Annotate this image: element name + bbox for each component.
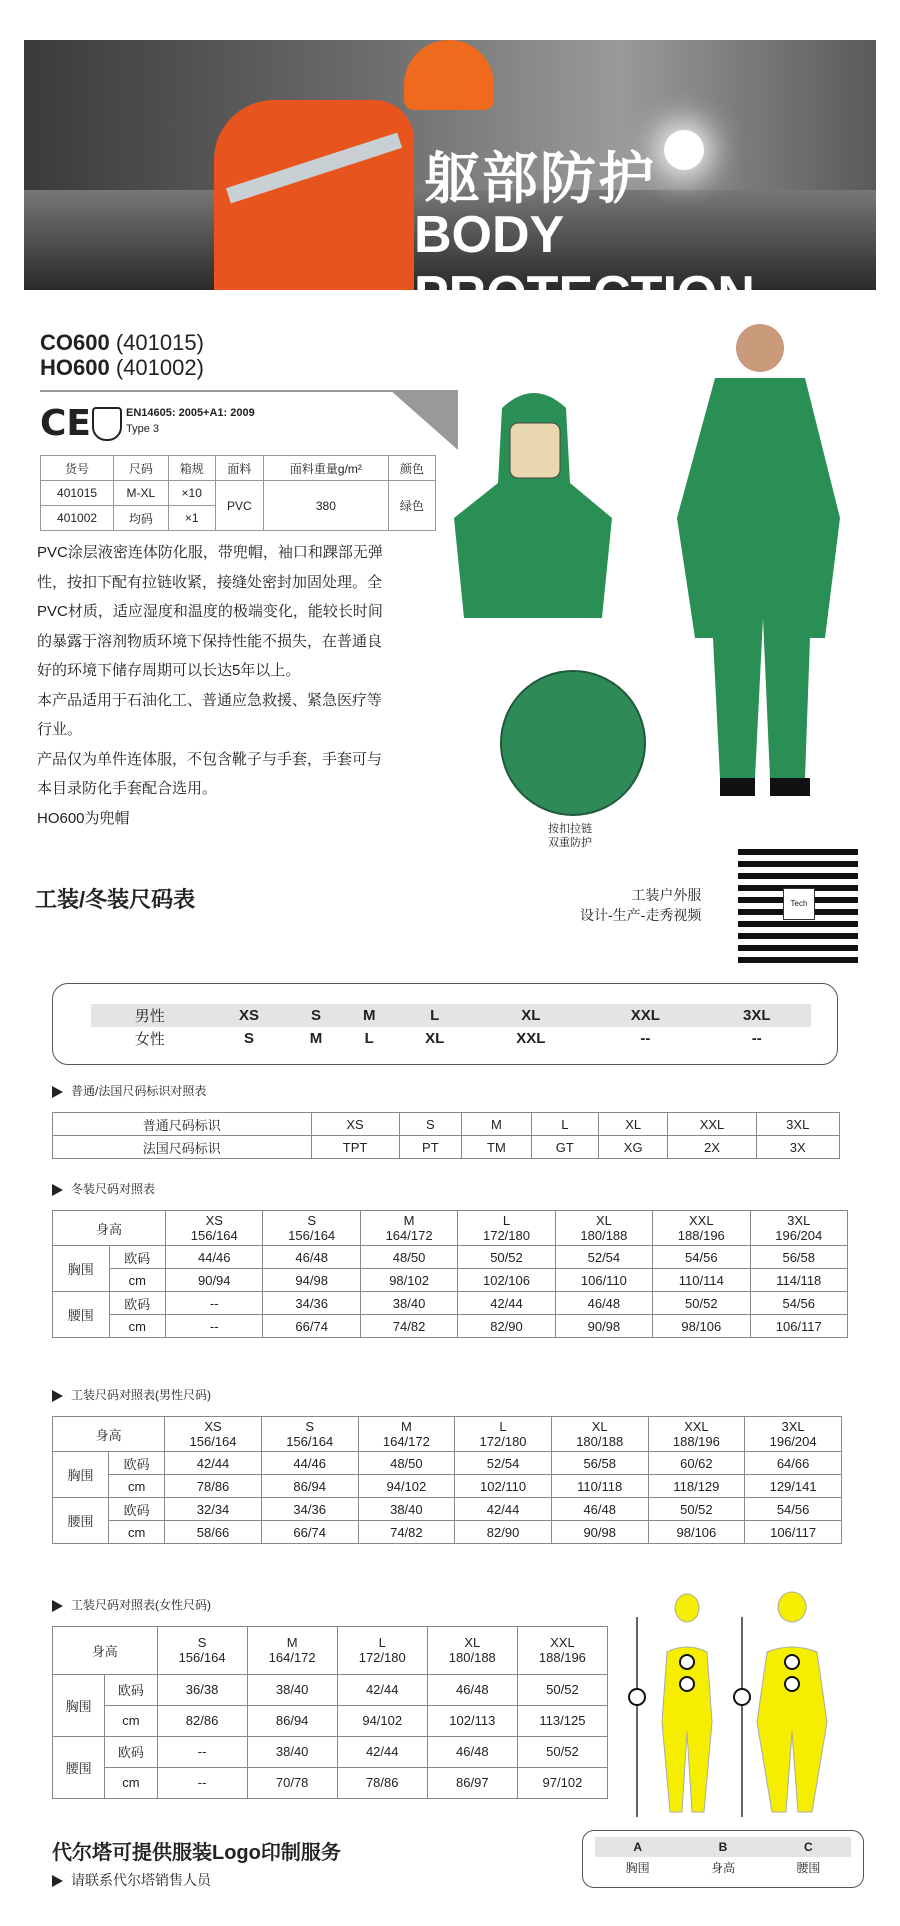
contact-note: 请联系代尔塔销售人员 bbox=[52, 1870, 211, 1890]
waist-label: 腰围 bbox=[53, 1736, 105, 1798]
table-cell: 36/38 bbox=[157, 1674, 247, 1705]
table-cell: 42/44 bbox=[455, 1498, 552, 1521]
row-label: 法国尺码标识 bbox=[53, 1136, 312, 1159]
table-cell: 64/66 bbox=[745, 1452, 842, 1475]
legend-letter: B bbox=[680, 1837, 765, 1857]
table-cell: 46/48 bbox=[427, 1736, 517, 1767]
table-cell: 46/48 bbox=[427, 1674, 517, 1705]
unit-label: 欧码 bbox=[109, 1452, 165, 1475]
legend-letter: A bbox=[595, 1837, 680, 1857]
table-cell: -- bbox=[166, 1315, 263, 1338]
type-text: Type 3 bbox=[126, 423, 160, 435]
size-cell: XXL bbox=[588, 1004, 703, 1027]
table-cell: 60/62 bbox=[648, 1452, 745, 1475]
table-cell: 86/97 bbox=[427, 1767, 517, 1798]
table-cell: 74/82 bbox=[358, 1521, 455, 1544]
table-cell: 82/86 bbox=[157, 1705, 247, 1736]
table-cell: 86/94 bbox=[261, 1475, 358, 1498]
size-cell: L bbox=[364, 1030, 374, 1047]
size-cell: L bbox=[396, 1004, 474, 1027]
size-header: L 172/180 bbox=[458, 1211, 555, 1246]
size-header: S 156/164 bbox=[261, 1417, 358, 1452]
table-cell: 86/94 bbox=[247, 1705, 337, 1736]
table-cell: 106/110 bbox=[555, 1269, 652, 1292]
winter-table-heading: 冬装尺码对照表 bbox=[52, 1180, 155, 1197]
female-label: 女性 bbox=[91, 1027, 209, 1050]
size-cell: XS bbox=[209, 1004, 290, 1027]
measurement-legend bbox=[582, 1830, 864, 1888]
table-cell: 50/52 bbox=[517, 1674, 607, 1705]
table-cell: 78/86 bbox=[337, 1767, 427, 1798]
table-cell: L bbox=[531, 1113, 598, 1136]
unit-label: 欧码 bbox=[109, 1246, 166, 1269]
ce-mark: CE bbox=[40, 403, 92, 444]
table-cell: 50/52 bbox=[517, 1736, 607, 1767]
table-cell: 82/90 bbox=[458, 1315, 555, 1338]
table-cell: 38/40 bbox=[247, 1736, 337, 1767]
table-cell: 32/34 bbox=[165, 1498, 262, 1521]
arrow-icon bbox=[52, 1600, 63, 1612]
legend-name: 胸围 bbox=[625, 1860, 650, 1875]
car-headlight bbox=[664, 130, 704, 170]
hood-image bbox=[452, 388, 616, 618]
chest-label: 胸围 bbox=[53, 1674, 105, 1736]
size-header: XXL 188/196 bbox=[653, 1211, 750, 1246]
table-cell: 54/56 bbox=[745, 1498, 842, 1521]
table-cell: 74/82 bbox=[360, 1315, 457, 1338]
size-cell: XL bbox=[425, 1030, 445, 1047]
size-cell: -- bbox=[751, 1030, 762, 1047]
spec-cell: ×1 bbox=[168, 506, 215, 531]
table-cell: 52/54 bbox=[455, 1452, 552, 1475]
unit-label: cm bbox=[109, 1521, 165, 1544]
unit-label: cm bbox=[109, 1315, 166, 1338]
arrow-icon bbox=[52, 1390, 63, 1402]
table-cell: GT bbox=[531, 1136, 598, 1159]
table-cell: -- bbox=[157, 1736, 247, 1767]
size-header: M 164/172 bbox=[247, 1627, 337, 1675]
table-cell: 2X bbox=[668, 1136, 756, 1159]
table-cell: 110/118 bbox=[551, 1475, 648, 1498]
table-cell: 38/40 bbox=[358, 1498, 455, 1521]
table-cell: 42/44 bbox=[337, 1674, 427, 1705]
model-line-1: CO600 (401015) bbox=[40, 330, 204, 355]
size-header: XL 180/188 bbox=[555, 1211, 652, 1246]
coverall-model-image bbox=[655, 318, 865, 838]
male-table-heading: 工装尺码对照表(男性尺码) bbox=[52, 1386, 211, 1403]
table-cell: 94/102 bbox=[358, 1475, 455, 1498]
table-cell: 98/106 bbox=[653, 1315, 750, 1338]
unit-label: cm bbox=[105, 1705, 157, 1736]
arrow-icon bbox=[52, 1875, 63, 1887]
table-cell: 44/46 bbox=[166, 1246, 263, 1269]
table-cell: 102/110 bbox=[455, 1475, 552, 1498]
gender-size-box bbox=[52, 983, 838, 1065]
size-header: L 172/180 bbox=[455, 1417, 552, 1452]
table-cell: 50/52 bbox=[653, 1292, 750, 1315]
spec-cell: M-XL bbox=[114, 481, 169, 506]
spec-header: 箱规 bbox=[168, 456, 215, 481]
table-cell: 34/36 bbox=[263, 1292, 360, 1315]
hero-banner bbox=[24, 40, 876, 324]
male-label: 男性 bbox=[91, 1004, 209, 1027]
size-cell: XL bbox=[474, 1004, 589, 1027]
table-cell: 90/98 bbox=[551, 1521, 648, 1544]
table-cell: 94/98 bbox=[263, 1269, 360, 1292]
logo-service-title: 代尔塔可提供服装Logo印制服务 bbox=[52, 1842, 341, 1864]
table-cell: 106/117 bbox=[750, 1315, 848, 1338]
table-cell: 66/74 bbox=[261, 1521, 358, 1544]
table-cell: XS bbox=[311, 1113, 399, 1136]
unit-label: cm bbox=[105, 1767, 157, 1798]
corner-triangle bbox=[390, 390, 458, 450]
size-cell: 3XL bbox=[703, 1004, 811, 1027]
zipper-detail-image bbox=[500, 670, 646, 816]
table-cell: 58/66 bbox=[165, 1521, 262, 1544]
table-cell: 3XL bbox=[756, 1113, 840, 1136]
table-cell: XL bbox=[598, 1113, 668, 1136]
table-cell: 52/54 bbox=[555, 1246, 652, 1269]
qr-logo: Tech bbox=[783, 888, 815, 920]
size-cell: XXL bbox=[516, 1030, 546, 1047]
waist-label: 腰围 bbox=[53, 1498, 109, 1544]
qr-caption: 工装户外服 设计-生产-走秀视频 bbox=[580, 887, 702, 923]
size-header: 3XL 196/204 bbox=[750, 1211, 848, 1246]
spec-header: 面料重量g/m² bbox=[263, 456, 388, 481]
arrow-icon bbox=[52, 1184, 63, 1196]
shield-icon bbox=[92, 407, 122, 441]
table-cell: 56/58 bbox=[750, 1246, 848, 1269]
model-line-2: HO600 (401002) bbox=[40, 355, 204, 380]
row-label: 普通尺码标识 bbox=[53, 1113, 312, 1136]
unit-label: cm bbox=[109, 1269, 166, 1292]
table-cell: 106/117 bbox=[745, 1521, 842, 1544]
table-cell: 42/44 bbox=[337, 1736, 427, 1767]
size-header: XS 156/164 bbox=[166, 1211, 263, 1246]
table-cell: 102/106 bbox=[458, 1269, 555, 1292]
size-header: S 156/164 bbox=[157, 1627, 247, 1675]
height-label: 身高 bbox=[53, 1211, 166, 1246]
spec-fabric: PVC bbox=[215, 481, 263, 531]
chest-label: 胸围 bbox=[53, 1246, 110, 1292]
table-cell: 82/90 bbox=[455, 1521, 552, 1544]
table-cell: PT bbox=[399, 1136, 462, 1159]
table-cell: 42/44 bbox=[165, 1452, 262, 1475]
spec-header: 尺码 bbox=[114, 456, 169, 481]
unit-label: cm bbox=[109, 1475, 165, 1498]
size-header: XL 180/188 bbox=[427, 1627, 517, 1675]
standard-text: EN14605: 2005+A1: 2009 bbox=[126, 407, 255, 419]
legend-letter: C bbox=[766, 1837, 851, 1857]
arrow-icon bbox=[52, 1086, 63, 1098]
table-cell: 98/106 bbox=[648, 1521, 745, 1544]
size-header: 3XL 196/204 bbox=[745, 1417, 842, 1452]
table-cell: 114/118 bbox=[750, 1269, 848, 1292]
table-cell: 56/58 bbox=[551, 1452, 648, 1475]
spec-header: 颜色 bbox=[388, 456, 435, 481]
size-header: XS 156/164 bbox=[165, 1417, 262, 1452]
table-cell: 46/48 bbox=[555, 1292, 652, 1315]
table-cell: XXL bbox=[668, 1113, 756, 1136]
chest-label: 胸围 bbox=[53, 1452, 109, 1498]
size-header: M 164/172 bbox=[358, 1417, 455, 1452]
table-cell: 94/102 bbox=[337, 1705, 427, 1736]
table-cell: 50/52 bbox=[648, 1498, 745, 1521]
table-cell: 98/102 bbox=[360, 1269, 457, 1292]
table-cell: 78/86 bbox=[165, 1475, 262, 1498]
table-cell: 129/141 bbox=[745, 1475, 842, 1498]
table-cell: 70/78 bbox=[247, 1767, 337, 1798]
size-cell: -- bbox=[640, 1030, 651, 1047]
table-cell: 118/129 bbox=[648, 1475, 745, 1498]
table-cell: S bbox=[399, 1113, 462, 1136]
table-cell: 50/52 bbox=[458, 1246, 555, 1269]
table-cell: 46/48 bbox=[263, 1246, 360, 1269]
table-cell: 34/36 bbox=[261, 1498, 358, 1521]
table-cell: 3X bbox=[756, 1136, 840, 1159]
table-cell: TPT bbox=[311, 1136, 399, 1159]
qr-code[interactable] bbox=[738, 843, 858, 963]
table-cell: XG bbox=[598, 1136, 668, 1159]
waist-label: 腰围 bbox=[53, 1292, 110, 1338]
male-size-table bbox=[52, 1416, 842, 1544]
unit-label: 欧码 bbox=[109, 1292, 166, 1315]
legend-name: 腰围 bbox=[796, 1860, 821, 1875]
table-cell: 46/48 bbox=[551, 1498, 648, 1521]
size-cell: M bbox=[343, 1004, 396, 1027]
banner-title-en: BODY PROTECTION bbox=[414, 206, 755, 324]
table-cell: 113/125 bbox=[517, 1705, 607, 1736]
female-table-heading: 工装尺码对照表(女性尺码) bbox=[52, 1596, 211, 1613]
size-header: XXL 188/196 bbox=[517, 1627, 607, 1675]
size-chart-title: 工装/冬装尺码表 bbox=[35, 887, 196, 912]
fr-table-heading: 普通/法国尺码标识对照表 bbox=[52, 1082, 206, 1099]
product-description: PVC涂层液密连体防化服，带兜帽，袖口和踝部无弹 性，按扣下配有拉链收紧，接缝处密封加固处理。全 PVC材质，适应湿度和温度的极端变化，能较长时间 的暴露于溶剂物质环境下保持性能不损失，在普通良 好的环境下储存周期可以长达5年以上。 本产品适用于石油化工、普通应急救援、紧急医疗等 行业。 产品仅为单件连体服，不包含靴子与手套，手套可与 本目录防化手套配合选用。 HO600为兜帽 bbox=[37, 544, 383, 827]
zipper-detail-caption: 按扣拉链 双重防护 bbox=[548, 823, 592, 849]
size-header: XXL 188/196 bbox=[648, 1417, 745, 1452]
table-cell: 38/40 bbox=[360, 1292, 457, 1315]
table-cell: 38/40 bbox=[247, 1674, 337, 1705]
spec-cell: 401015 bbox=[41, 481, 114, 506]
size-cell: S bbox=[243, 1030, 254, 1047]
table-cell: 54/56 bbox=[653, 1246, 750, 1269]
spec-table bbox=[40, 455, 436, 531]
table-cell: M bbox=[462, 1113, 532, 1136]
female-size-table bbox=[52, 1626, 608, 1799]
unit-label: 欧码 bbox=[105, 1736, 157, 1767]
height-label: 身高 bbox=[53, 1627, 158, 1675]
table-cell: -- bbox=[166, 1292, 263, 1315]
size-cell: M bbox=[309, 1030, 323, 1047]
body-measurement-figures bbox=[612, 1612, 874, 1822]
size-header: L 172/180 bbox=[337, 1627, 427, 1675]
table-cell: 90/98 bbox=[555, 1315, 652, 1338]
table-cell: 48/50 bbox=[360, 1246, 457, 1269]
table-cell: 66/74 bbox=[263, 1315, 360, 1338]
table-cell: 102/113 bbox=[427, 1705, 517, 1736]
spec-header: 面料 bbox=[215, 456, 263, 481]
size-header: S 156/164 bbox=[263, 1211, 360, 1246]
table-cell: 54/56 bbox=[750, 1292, 848, 1315]
table-cell: 97/102 bbox=[517, 1767, 607, 1798]
height-label: 身高 bbox=[53, 1417, 165, 1452]
spec-color: 绿色 bbox=[388, 481, 435, 531]
table-cell: TM bbox=[462, 1136, 532, 1159]
table-cell: 90/94 bbox=[166, 1269, 263, 1292]
spec-cell: 均码 bbox=[114, 506, 169, 531]
size-header: XL 180/188 bbox=[551, 1417, 648, 1452]
spec-weight: 380 bbox=[263, 481, 388, 531]
banner-title-zh: 躯部防护 bbox=[424, 147, 656, 210]
table-cell: 44/46 bbox=[261, 1452, 358, 1475]
gender-size-table bbox=[91, 1004, 811, 1050]
fr-size-table bbox=[52, 1112, 840, 1159]
size-header: M 164/172 bbox=[360, 1211, 457, 1246]
table-cell: 48/50 bbox=[358, 1452, 455, 1475]
legend-name: 身高 bbox=[710, 1860, 735, 1875]
unit-label: 欧码 bbox=[109, 1498, 165, 1521]
table-cell: 42/44 bbox=[458, 1292, 555, 1315]
winter-size-table bbox=[52, 1210, 848, 1338]
spec-cell: ×10 bbox=[168, 481, 215, 506]
spec-cell: 401002 bbox=[41, 506, 114, 531]
helmet-figure bbox=[404, 40, 494, 110]
table-cell: 110/114 bbox=[653, 1269, 750, 1292]
table-cell: -- bbox=[157, 1767, 247, 1798]
unit-label: 欧码 bbox=[105, 1674, 157, 1705]
size-cell: S bbox=[289, 1004, 342, 1027]
spec-header: 货号 bbox=[41, 456, 114, 481]
